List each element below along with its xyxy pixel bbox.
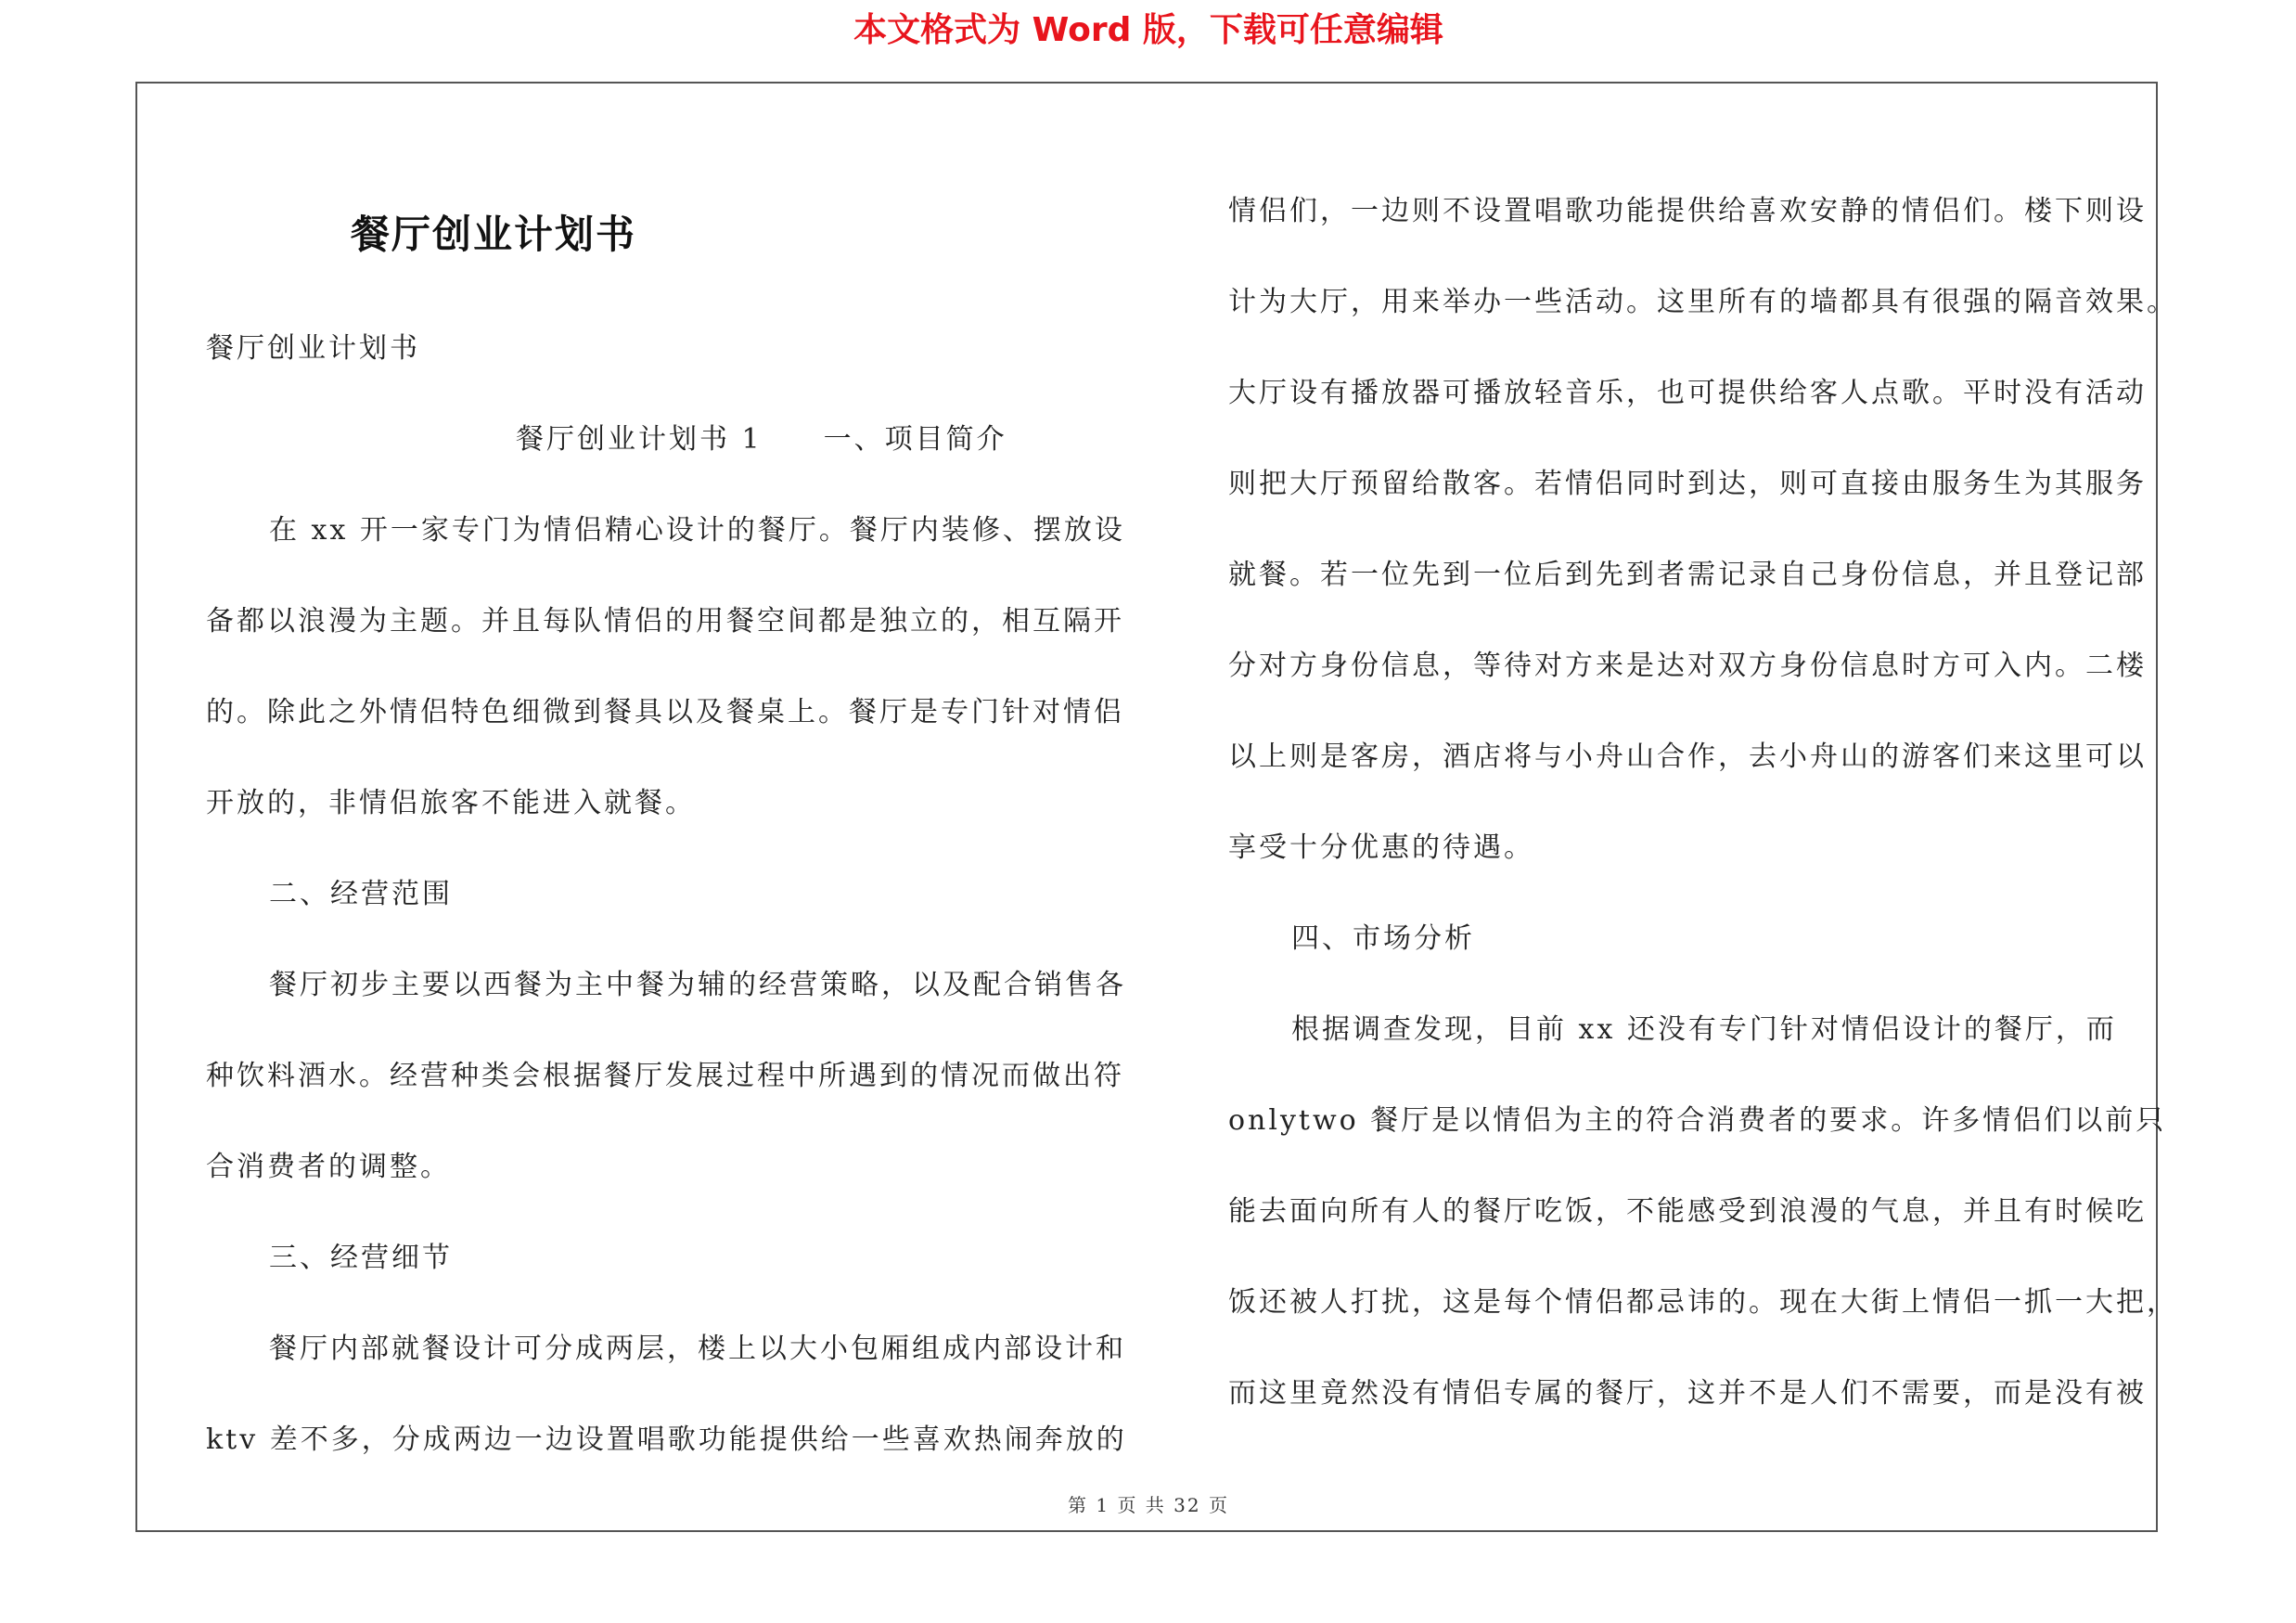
paragraph-line: 就餐。若一位先到一位后到先到者需记录自己身份信息，并且登记部 xyxy=(1228,559,2147,591)
paragraph-line: 情侣们，一边则不设置唱歌功能提供给喜欢安静的情侣们。楼下则设 xyxy=(1228,195,2147,227)
paragraph-line: 大厅设有播放器可播放轻音乐，也可提供给客人点歌。平时没有活动 xyxy=(1228,377,2147,409)
paragraph-line: 开放的，非情侣旅客不能进入就餐。 xyxy=(206,787,696,819)
paragraph-line: 以上则是客房，酒店将与小舟山合作，去小舟山的游客们来这里可以 xyxy=(1228,741,2147,773)
section-heading-4: 四、市场分析 xyxy=(1291,922,1475,955)
paragraph-line: 计为大厅，用来举办一些活动。这里所有的墙都具有很强的隔音效果。 xyxy=(1228,286,2177,318)
paragraph-line: 分对方身份信息，等待对方来是达对双方身份信息时方可入内。二楼 xyxy=(1228,650,2147,682)
paragraph-line: 饭还被人打扰，这是每个情侣都忌讳的。现在大街上情侣一抓一大把， xyxy=(1228,1286,2177,1319)
paragraph-line: 的。除此之外情侣特色细微到餐具以及餐桌上。餐厅是专门针对情侣 xyxy=(206,696,1124,728)
word-format-banner: 本文格式为 Word 版，下载可任意编辑 xyxy=(853,11,1443,49)
paragraph-line: 根据调查发现，目前 xx 还没有专门针对情侣设计的餐厅，而 xyxy=(1291,1013,2117,1046)
page-number-footer: 第 1 页 共 32 页 xyxy=(1068,1494,1229,1516)
section-heading-1: 餐厅创业计划书 1 一、项目简介 xyxy=(516,423,1007,456)
paragraph-line: 餐厅初步主要以西餐为主中餐为辅的经营策略，以及配合销售各 xyxy=(269,969,1126,1001)
paragraph-line: 种饮料酒水。经营种类会根据餐厅发展过程中所遇到的情况而做出符 xyxy=(206,1060,1124,1092)
paragraph-line: 则把大厅预留给散客。若情侣同时到达，则可直接由服务生为其服务 xyxy=(1228,468,2147,500)
paragraph-line: onlytwo 餐厅是以情侣为主的符合消费者的要求。许多情侣们以前只 xyxy=(1228,1104,2167,1137)
paragraph-line: 合消费者的调整。 xyxy=(206,1151,451,1183)
paragraph-line: 能去面向所有人的餐厅吃饭，不能感受到浪漫的气息，并且有时候吃 xyxy=(1228,1195,2147,1228)
paragraph-line: 在 xx 开一家专门为情侣精心设计的餐厅。餐厅内装修、摆放设 xyxy=(269,514,1125,547)
document-title: 餐厅创业计划书 xyxy=(350,212,636,257)
paragraph-line: 而这里竟然没有情侣专属的餐厅，这并不是人们不需要，而是没有被 xyxy=(1228,1377,2147,1410)
paragraph-line: 备都以浪漫为主题。并且每队情侣的用餐空间都是独立的，相互隔开 xyxy=(206,605,1124,638)
paragraph-line: ktv 差不多，分成两边一边设置唱歌功能提供给一些喜欢热闹奔放的 xyxy=(206,1423,1127,1456)
section-heading-2: 二、经营范围 xyxy=(269,878,453,910)
paragraph-line: 享受十分优惠的待遇。 xyxy=(1228,831,1534,864)
section-heading-3: 三、经营细节 xyxy=(269,1242,453,1274)
subtitle-line: 餐厅创业计划书 xyxy=(206,332,420,365)
paragraph-line: 餐厅内部就餐设计可分成两层，楼上以大小包厢组成内部设计和 xyxy=(269,1333,1126,1365)
